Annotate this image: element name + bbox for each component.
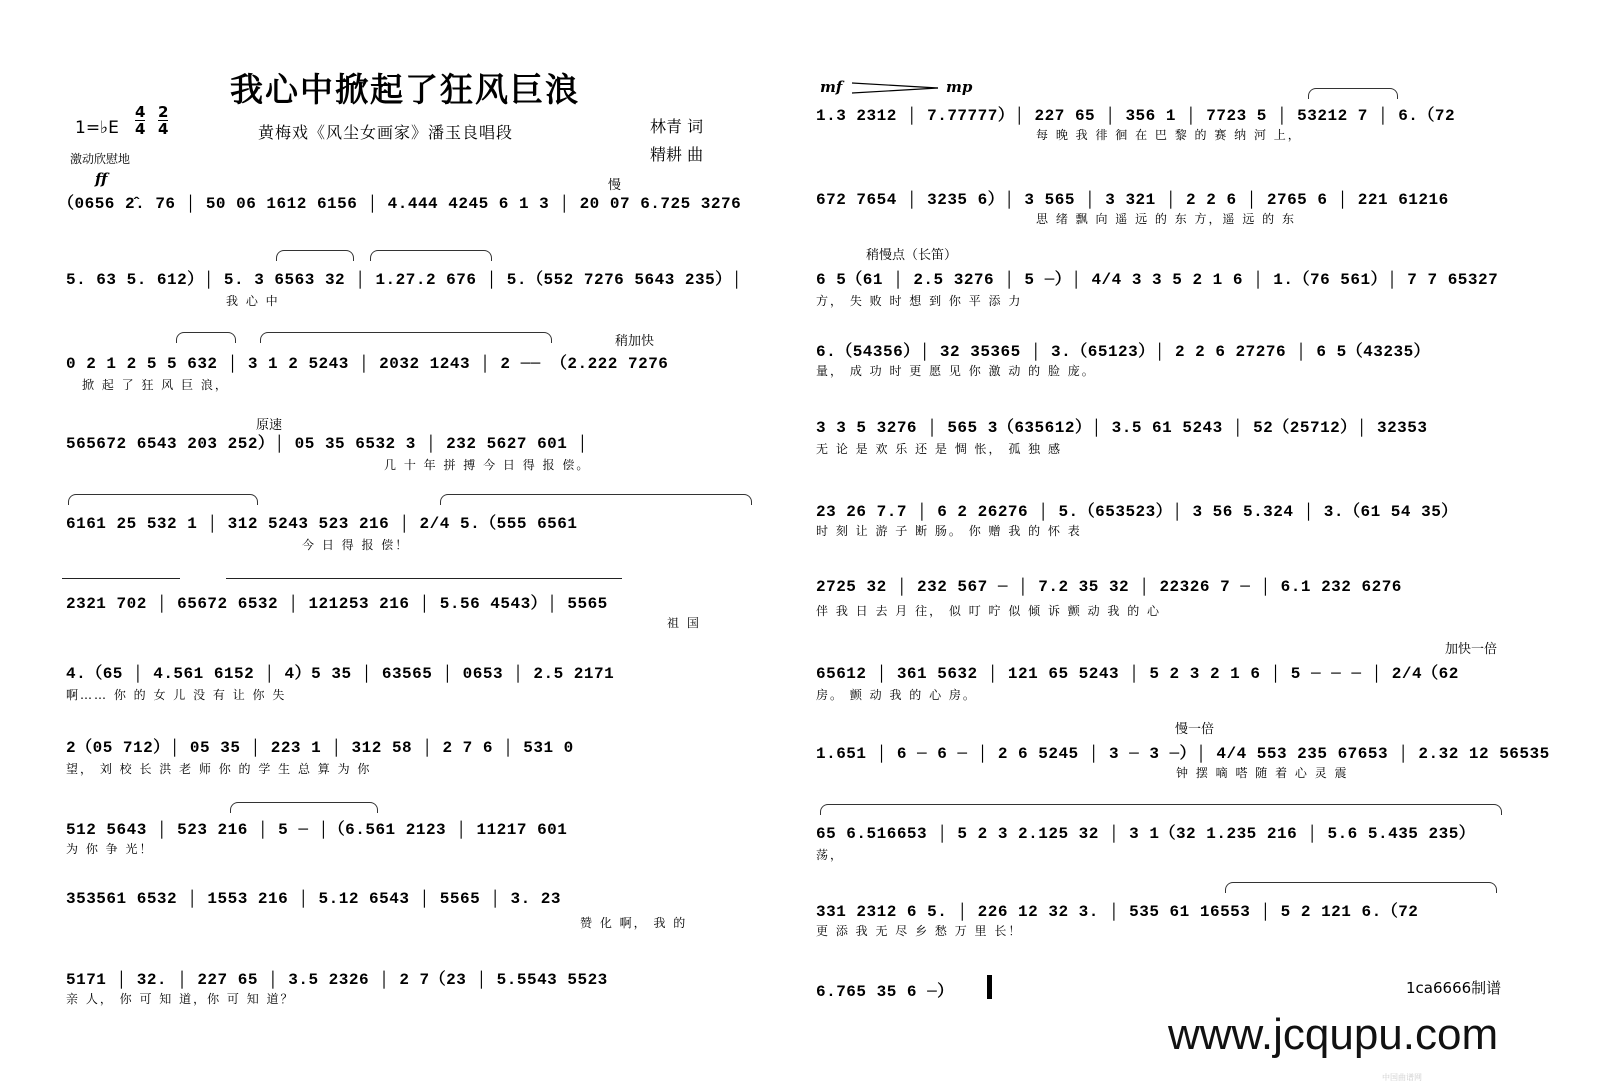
lyric-line-r4: 量， 成 功 时 更 愿 见 你 激 动 的 脸 庞。 xyxy=(816,364,1096,378)
notation-line-l6: 2321 702 │ 65672 6532 │ 121253 216 │ 5.56 4543）│ 5565 xyxy=(66,595,608,613)
lyric-line-l4: 几 十 年 拼 搏 今 日 得 报 偿。 xyxy=(384,458,591,472)
dynamic-mf: mf xyxy=(820,78,843,96)
time-sig-a-bottom: 4 xyxy=(135,120,146,138)
beam-line xyxy=(226,578,622,579)
notation-line-r9: 1.651 │ 6 ─ 6 ─ │ 2 6 5245 │ 3 ─ 3 ─）│ 4/4 553 235 67653 │ 2.32 12 56535 xyxy=(816,745,1550,763)
notation-line-l9: 512 5643 │ 523 216 │ 5 ─ │（6.561 2123 │ 11217 601 xyxy=(66,821,568,839)
notation-line-r7: 2725 32 │ 232 567 ─ │ 7.2 35 32 │ 22326 7 ─ │ 6.1 232 6276 xyxy=(816,578,1402,596)
expression-mark: 激动欣慰地 xyxy=(70,152,131,166)
slur xyxy=(276,250,354,261)
lyric-line-l8: 望， 刘 校 长 洪 老 师 你 的 学 生 总 算 为 你 xyxy=(66,762,372,776)
tempo-double-faster: 加快一倍 xyxy=(1445,642,1498,657)
notation-line-r5: 3 3 5 3276 │ 565 3（635612）│ 3.5 61 5243 │ 52（25712）│ 32353 xyxy=(816,419,1428,437)
time-sig-a-top: 4 xyxy=(135,103,146,121)
time-sig-b-bottom: 4 xyxy=(158,120,169,138)
notation-line-r3: 6 5（61 │ 2.5 3276 │ 5 ─）│ 4/4 3 3 5 2 1 6 │ 1.（76 561）│ 7 7 65327 xyxy=(816,271,1499,289)
lyricist: 林青 词 xyxy=(650,117,704,136)
lyric-line-l7: 啊…… 你 的 女 儿 没 有 让 你 失 xyxy=(66,688,287,702)
slur xyxy=(230,802,378,813)
lyric-line-l2: 我 心 中 xyxy=(226,294,280,308)
transcriber-credit: 1ca6666制谱 xyxy=(1406,979,1502,997)
lyric-line-l3: 掀 起 了 狂 风 巨 浪， xyxy=(82,378,229,392)
key-signature: 1=♭E xyxy=(75,118,119,138)
lyric-line-r10: 荡， xyxy=(816,848,845,862)
lyric-line-r8: 房。 颤 动 我 的 心 房。 xyxy=(816,688,977,702)
time-sig-b-top: 2 xyxy=(158,103,169,121)
lyric-line-r5: 无 论 是 欢 乐 还 是 惆 怅， 孤 独 感 xyxy=(816,442,1062,456)
beam-line xyxy=(62,578,180,579)
tempo-slow: 慢 xyxy=(608,178,622,193)
decrescendo-hairpin xyxy=(850,80,940,96)
notation-line-l10: 353561 6532 │ 1553 216 │ 5.12 6543 │ 5565 │ 3. 23 xyxy=(66,890,561,908)
notation-line-l8: 2（05 712）│ 05 35 │ 223 1 │ 312 58 │ 2 7 6 │ 531 0 xyxy=(66,739,574,757)
slur xyxy=(370,250,492,261)
watermark: www.jcqupu.com xyxy=(1168,1010,1499,1059)
notation-line-l11: 5171 │ 32. │ 227 65 │ 3.5 2326 │ 2 7（23 │ 5.5543 5523 xyxy=(66,971,608,989)
notation-line-r10: 65 6.516653 │ 5 2 3 2.125 32 │ 3 1（32 1.235 216 │ 5.6 5.435 235） xyxy=(816,825,1476,843)
lyric-line-l6: 祖 国 xyxy=(667,616,701,630)
time-signature-b xyxy=(158,104,168,137)
slur xyxy=(820,804,1502,815)
subtitle: 黄梅戏《风尘女画家》潘玉良唱段 xyxy=(258,123,514,142)
lyric-line-r2: 思 绪 飘 向 遥 远 的 东 方，遥 远 的 东 xyxy=(1036,212,1296,226)
lyric-line-r7: 伴 我 日 去 月 往， 似 叮 咛 似 倾 诉 颤 动 我 的 心 xyxy=(816,604,1162,618)
lyric-line-l9: 为 你 争 光！ xyxy=(66,842,154,856)
page-title: 我心中掀起了狂风巨浪 xyxy=(230,70,580,109)
notation-line-l1: （0656 2̂. 76 │ 50 06 1612 6156 │ 4.444 4245 6 1 3 │ 20 07 6.725 3276 xyxy=(58,195,742,213)
tempo-original: 原速 xyxy=(256,418,283,433)
lyric-line-r1: 每 晚 我 徘 徊 在 巴 黎 的 赛 纳 河 上， xyxy=(1036,128,1302,142)
notation-line-l4: 565672 6543 203 252）│ 05 35 6532 3 │ 232 5627 601 │ xyxy=(66,435,588,453)
lyric-line-r11: 更 添 我 无 尽 乡 愁 万 里 长！ xyxy=(816,924,1023,938)
slur xyxy=(1308,88,1398,99)
dynamic-mp: mp xyxy=(946,78,973,96)
notation-line-r8: 65612 │ 361 5632 │ 121 65 5243 │ 5 2 3 2 1 6 │ 5 ─ ─ ─ │ 2/4（62 xyxy=(816,665,1459,683)
slur xyxy=(176,332,236,343)
lyric-line-l11: 亲 人， 你 可 知 道，你 可 知 道？ xyxy=(66,992,295,1006)
notation-line-r1: 1.3 2312 │ 7.77777）│ 227 65 │ 356 1 │ 7723 5 │ 53212 7 │ 6.（72 xyxy=(816,107,1456,125)
lyric-line-r6: 时 刻 让 游 子 断 肠。 你 赠 我 的 怀 表 xyxy=(816,524,1082,538)
lyric-line-l5: 今 日 得 报 偿！ xyxy=(302,538,410,552)
slur xyxy=(260,332,552,343)
time-signature-a xyxy=(135,104,145,137)
notation-line-r4: 6.（54356）│ 32 35365 │ 3.（65123）│ 2 2 6 27276 │ 6 5（43235） xyxy=(816,343,1431,361)
notation-line-l2: 5. 63 5. 612）│ 5. 3 6563 32 │ 1.27.2 676 │ 5.（552 7276 5643 235）│ xyxy=(66,271,742,289)
notation-line-l3: 0 2 1 2 5 5 632 │ 3 1 2 5243 │ 2032 1243 │ 2 ── （2.222 7276 xyxy=(66,355,669,373)
slur xyxy=(1225,882,1497,893)
notation-line-r2: 672 7654 │ 3235 6）│ 3 565 │ 3 321 │ 2 2 6 │ 2765 6 │ 221 61216 xyxy=(816,191,1449,209)
notation-line-r6: 23 26 7.7 │ 6 2 26276 │ 5.（653523）│ 3 56 5.324 │ 3.（61 54 35） xyxy=(816,503,1458,521)
slur xyxy=(440,494,752,505)
lyric-line-l10: 赞 化 啊， 我 的 xyxy=(580,916,688,930)
watermark-small: 中国曲谱网 xyxy=(1382,1073,1422,1082)
notation-line-l7: 4.（65 │ 4.561 6152 │ 4）5 35 │ 63565 │ 0653 │ 2.5 2171 xyxy=(66,665,615,683)
final-barline xyxy=(987,975,992,999)
notation-line-r12: 6.765 35 6 ─） xyxy=(816,983,954,1001)
tempo-slower-flute: 稍慢点（长笛） xyxy=(866,248,958,263)
notation-line-l5: 6161 25 532 1 │ 312 5243 523 216 │ 2/4 5.（555 6561 xyxy=(66,515,578,533)
tempo-faster: 稍加快 xyxy=(615,334,655,349)
lyric-line-r9: 钟 摆 嘀 嗒 随 着 心 灵 震 xyxy=(1176,766,1349,780)
dynamic-ff: ff xyxy=(95,170,108,188)
notation-line-r11: 331 2312 6 5. │ 226 12 32 3. │ 535 61 16553 │ 5 2 121 6.（72 xyxy=(816,903,1419,921)
tempo-double-slower: 慢一倍 xyxy=(1175,722,1215,737)
lyric-line-r3: 方， 失 败 时 想 到 你 平 添 力 xyxy=(816,294,1023,308)
slur xyxy=(68,494,258,505)
composer: 精耕 曲 xyxy=(650,145,704,164)
